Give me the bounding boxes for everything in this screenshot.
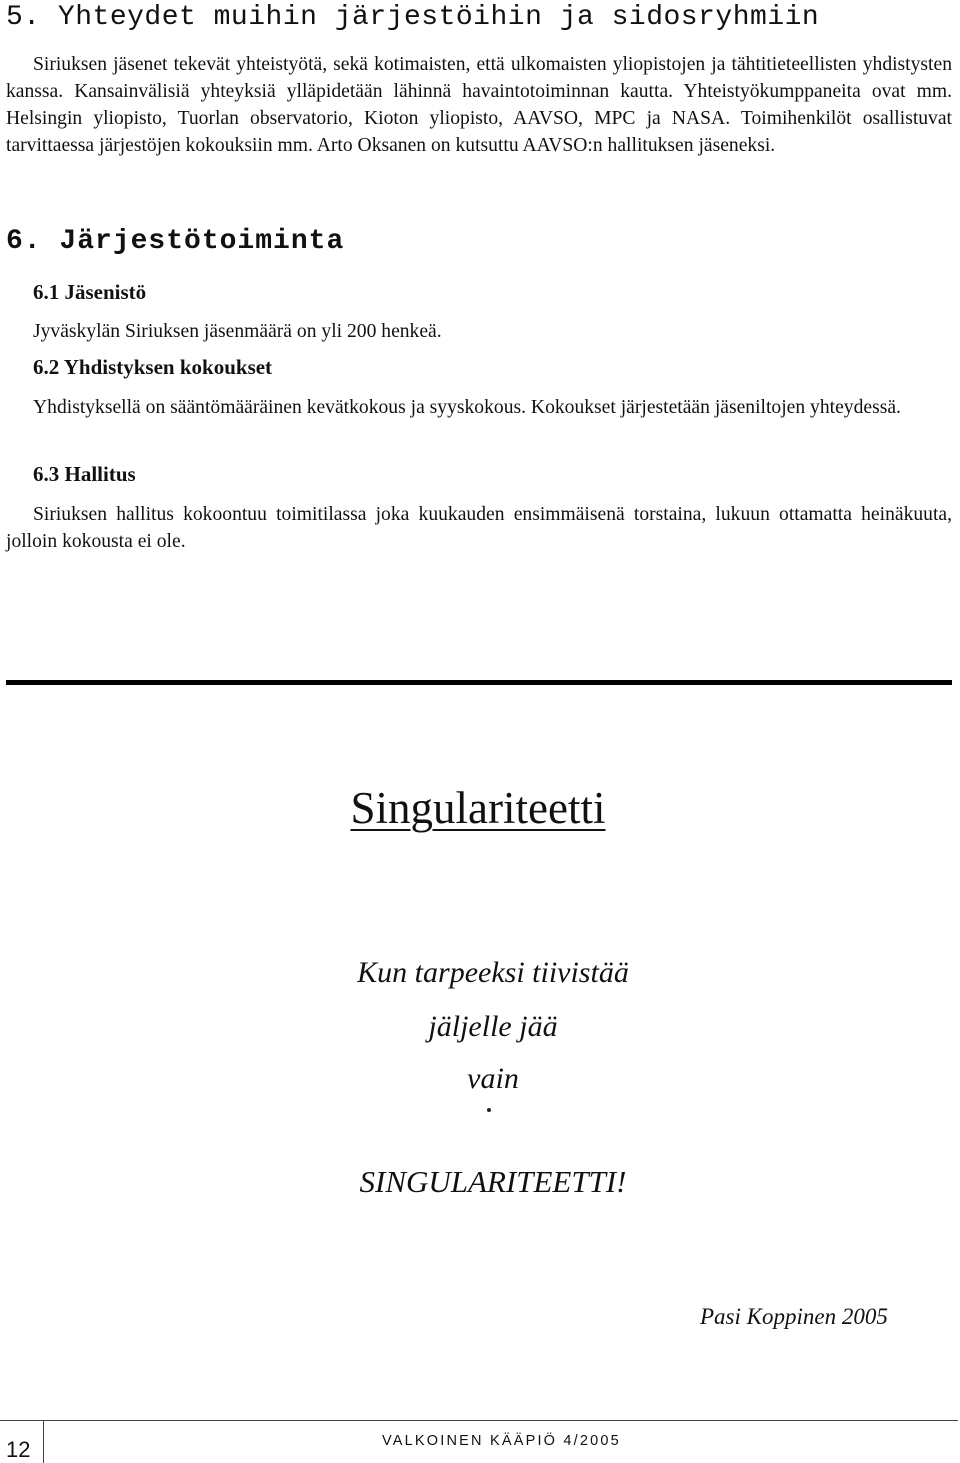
subsection-6-2-text <box>6 394 952 421</box>
page-number: 12 <box>6 1437 31 1462</box>
subsection-6-1-text <box>6 318 952 345</box>
poem-line-1: Kun tarpeeksi tiivistää <box>357 956 629 989</box>
section-5-paragraph-text: Siriuksen jäsenet tekevät yhteistyötä, sekä kotimaisten, että ulkomaisten yliopistojen ja tähtitieteellisten yhdistysten kanssa. Kansainvälisiä yhteyksiä ylläpidetään lähinnä havaintotoiminnan kautta. Yhteistyökumppaneita ovat mm. Helsingin yliopisto, Tuorlan observatorio, Kioton yliopisto, AAVSO, MPC ja NASA. Toimihenkilöt osallistuvat tarvittaessa järjestöjen kokouksiin mm. Arto Oksanen on kutsuttu AAVSO:n hallituksen jäseneksi. <box>6 54 952 156</box>
poem-final-line: SINGULARITEETTI! <box>359 1164 627 1199</box>
subsection-6-2-text-content: Yhdistyksellä on sääntömääräinen kevätkokous ja syyskokous. Kokoukset järjestetään jäseniltojen yhteydessä. <box>33 397 901 418</box>
subsection-6-3-text <box>6 501 952 555</box>
section-6-heading: 6. Järjestötoiminta <box>6 226 345 257</box>
publication-footer: VALKOINEN KÄÄPIÖ 4/2005 <box>382 1433 621 1449</box>
poem-line-3: vain <box>467 1062 519 1095</box>
poem-line-2: jäljelle jää <box>428 1010 558 1043</box>
subsection-6-1-title: 6.1 Jäsenistö <box>33 280 147 304</box>
poem-author: Pasi Koppinen 2005 <box>700 1304 888 1329</box>
section-5-paragraph <box>6 51 952 159</box>
subsection-6-2-title: 6.2 Yhdistyksen kokoukset <box>33 355 273 379</box>
subsection-6-3-title: 6.3 Hallitus <box>33 462 136 486</box>
horizontal-rule <box>6 680 952 685</box>
footer-divider <box>0 1420 958 1421</box>
subsection-6-3-text-content: Siriuksen hallitus kokoontuu toimitilassa joka kuukauden ensimmäisenä torstaina, lukuun ottamatta heinäkuuta, jolloin kokousta ei ole. <box>6 504 952 552</box>
subsection-6-1-text-content: Jyväskylän Siriuksen jäsenmäärä on yli 200 henkeä. <box>33 321 442 342</box>
poem-title: Singulariteetti <box>350 783 606 833</box>
poem-dot <box>487 1108 491 1112</box>
section-5-heading: 5. Yhteydet muihin järjestöihin ja sidosryhmiin <box>6 2 820 33</box>
